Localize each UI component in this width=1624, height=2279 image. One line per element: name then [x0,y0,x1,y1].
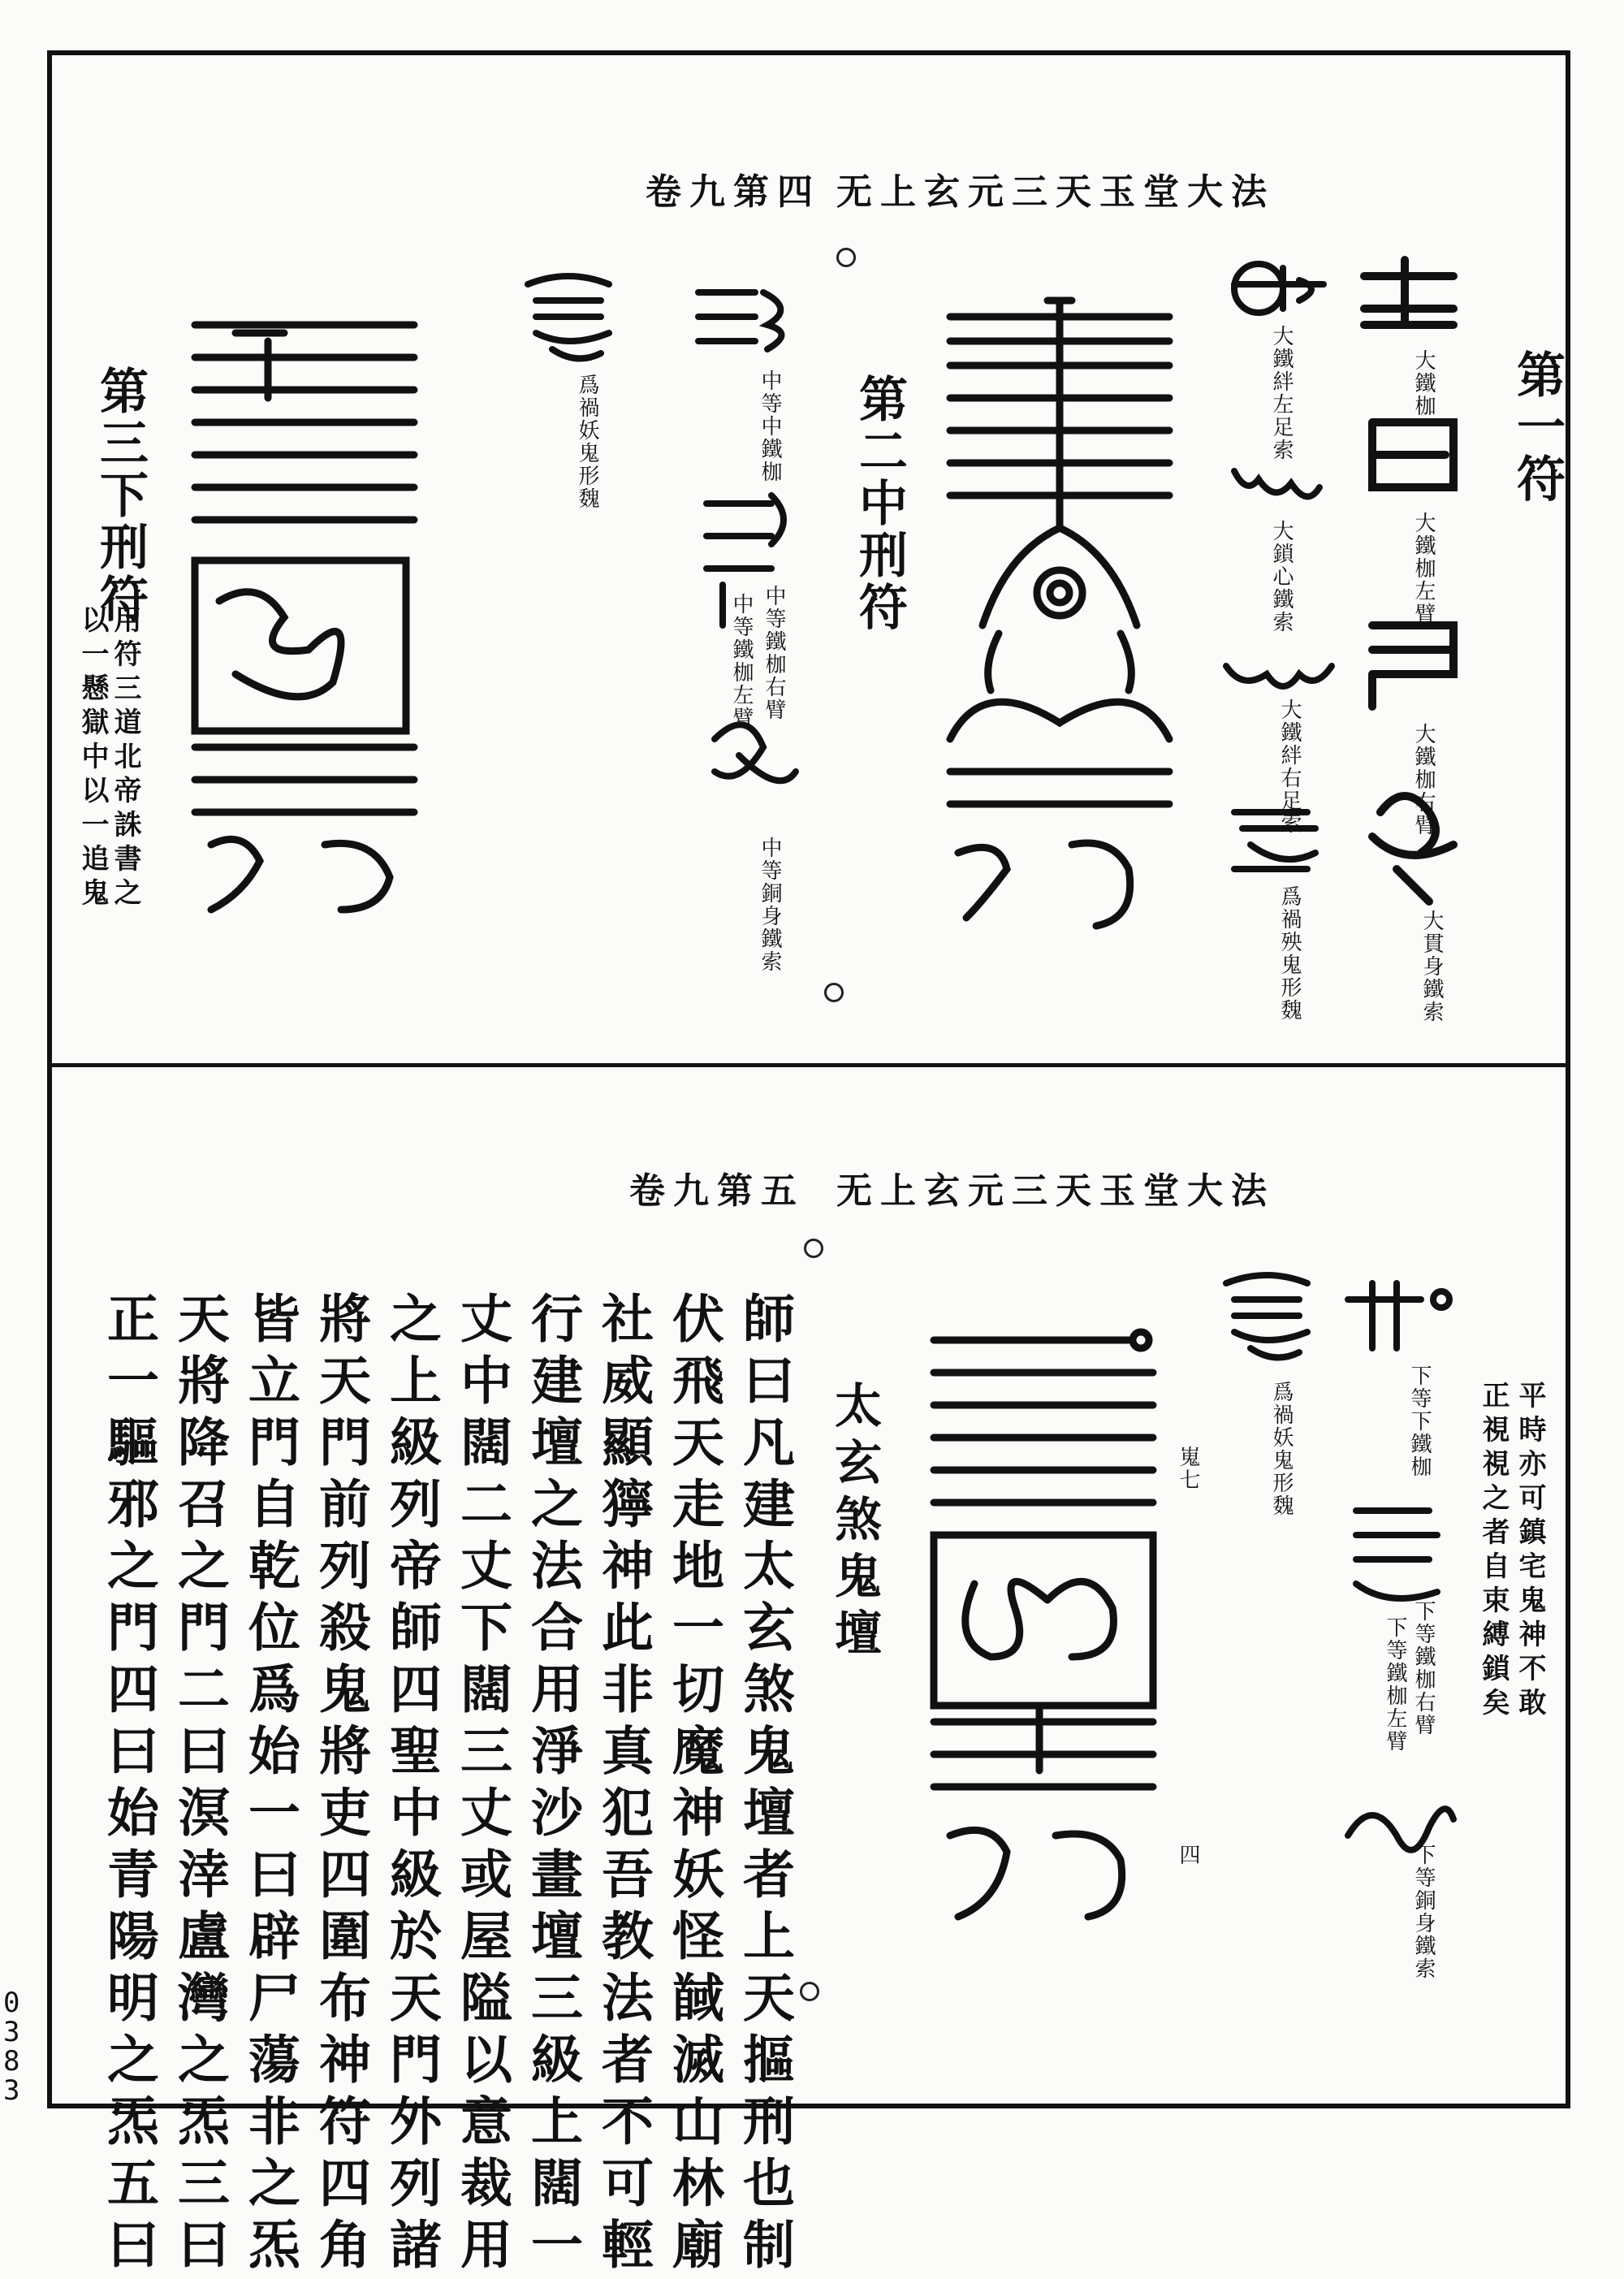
bottom-circle-1 [804,1239,823,1258]
talisman-3-note-b: 以一懸獄中以一追鬼 [76,605,109,912]
bottom-right-note-a: 平時亦可鎮宅鬼神不敢 [1514,1381,1546,1722]
bottom-note-d: 下等銅身鐵索 [1411,1844,1436,1980]
bottom-circle-2 [800,1982,819,2001]
bottom-note-e: 爲禍妖鬼形魏 [1269,1381,1294,1517]
talisman-3-title: 第三下刑符 [92,365,149,625]
body-col-2: 伏飛天走地一切魔神妖怪馘滅山林廟 [663,1291,724,2279]
note-2c: 中等鐵枷左臂 [729,593,754,729]
note-2b: 中等鐵枷右臂 [762,585,786,721]
bottom-note-a: 下等下鐵枷 [1407,1364,1432,1478]
note-2d: 中等銅身鐵索 [758,837,782,973]
note-2e: 爲禍妖鬼形魏 [575,374,599,510]
bottom-note-c: 下等鐵枷左臂 [1383,1616,1407,1753]
page-number: 0 3 8 3 [3,1987,20,2107]
note-1e: 大鐵絆左足索 [1269,325,1294,461]
top-header [836,162,1275,214]
note-1h: 爲禍殃鬼形魏 [1277,885,1302,1022]
body-col-6: 之上級列帝師四聖中級於天門外列諸 [381,1291,442,2279]
page-divider [47,1063,1570,1067]
bottom-volume: 卷九第五 [629,1170,805,1212]
top-header-title: 无上玄元三天玉堂大法 [836,171,1275,213]
bottom-seal [1218,1267,1324,1373]
body-col-9: 天將降召之門二曰溟涬盧灣之炁三曰 [169,1291,230,2279]
note-1a: 大鐵枷 [1411,349,1436,417]
bottom-note-g: 四 [1176,1844,1200,1866]
bottom-note-f: 嵬七 [1176,1446,1200,1491]
note-1d: 大貫身鐵索 [1419,910,1444,1023]
talisman-2-title: 第二中刑符 [851,374,908,634]
body-col-8: 皆立門自乾位爲始一曰辟尸蕩非之炁 [240,1291,300,2279]
top-volume: 卷九第四 [646,171,821,213]
body-col-4: 行建壇之法合用淨沙畫壇三級上闊一 [522,1291,583,2279]
bottom-header-title: 无上玄元三天玉堂大法 [836,1170,1275,1212]
body-col-7: 將天門前列殺鬼將吏四圍布神符四角 [310,1291,371,2279]
central-talisman [934,284,1186,950]
bottom-note-b: 下等鐵枷右臂 [1411,1600,1436,1736]
note-1g: 大鐵絆右足索 [1277,698,1302,835]
talisman-2-seal [520,268,625,374]
body-col-3: 社威顯獰神此非真犯吾教法者不可輕 [593,1291,654,2279]
talisman-1-title: 第一符 [1509,349,1566,505]
body-col-10: 正一驅邪之門四曰始青陽明之炁五曰 [98,1291,159,2279]
section-title: 太玄煞鬼壇 [827,1381,882,1665]
body-col-5: 丈中闊二丈下闊三丈或屋隘以意裁用 [451,1291,512,2279]
note-1b: 大鐵枷左臂 [1411,512,1436,625]
talisman-2-glyphs [690,268,804,853]
note-1f: 大鎖心鐵索 [1269,520,1294,634]
talisman-3-drawing [187,309,422,926]
bottom-central-talisman [926,1316,1161,1949]
bottom-right-note-b: 正視視之者自束縛鎖矣 [1477,1381,1510,1722]
bottom-header [836,1161,1275,1213]
top-circle-1 [836,248,856,267]
body-col-1: 師曰凡建太玄煞鬼壇者上天摳刑也制 [734,1291,795,2279]
note-2a: 中等中鐵枷 [758,370,782,483]
note-1c: 大鐵枷右臂 [1411,723,1436,837]
talisman-3-note-a: 用符三道北帝誅書之 [109,605,141,912]
top-circle-2 [824,983,844,1002]
